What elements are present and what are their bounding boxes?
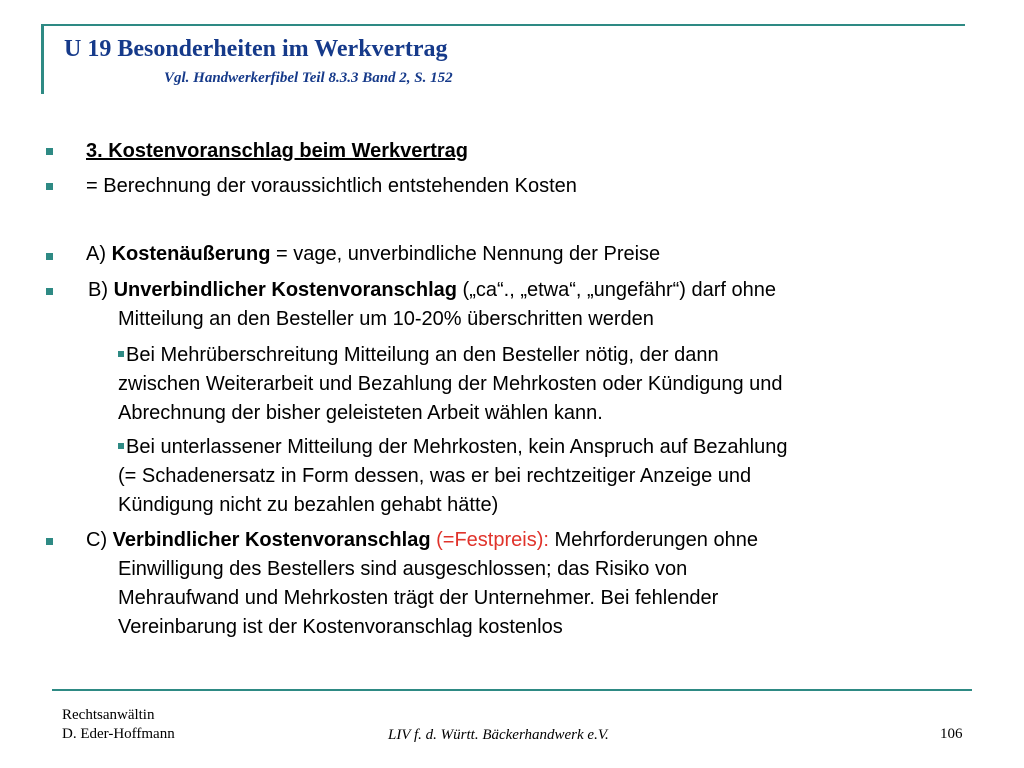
item-c-line4: Vereinbarung ist der Kostenvoranschlag kostenlos [118,616,563,638]
item-c-line1 [86,526,758,555]
bullet-icon [46,538,53,545]
item-c-prefix: C) [86,529,113,551]
sub-item-2-text-1: Bei unterlassener Mitteilung der Mehrkosten, kein Anspruch auf Bezahlung [126,436,788,458]
item-a-term: Kostenäußerung [111,243,271,265]
item-b-prefix: B) [88,279,114,301]
sub-item-2-line2: (= Schadenersatz in Form dessen, was er bei rechtzeitiger Anzeige und [118,465,752,487]
footer-divider [52,689,972,691]
item-a [86,240,660,269]
item-c-line2: Einwilligung des Bestellers sind ausgeschlossen; das Risiko von [118,558,688,580]
item-b-term: Unverbindlicher Kostenvoranschlag [113,279,457,301]
bullet-icon [46,183,53,190]
item-c-text-1: Mehrforderungen ohne [548,529,758,551]
sub-item-1-text-1: Bei Mehrüberschreitung Mitteilung an den Besteller nötig, der dann [126,344,719,366]
sub-item-1-line2: zwischen Weiterarbeit und Bezahlung der Mehrkosten oder Kündigung und [118,373,783,395]
item-c-note: (=Festpreis): [430,529,549,551]
sub-bullet-icon [118,351,124,357]
slide-title: U 19 Besonderheiten im Werkvertrag [64,36,448,62]
item-c-term: Verbindlicher Kostenvoranschlag [112,529,431,551]
item-b-line2: Mitteilung an den Besteller um 10-20% überschritten werden [118,308,654,330]
title-frame-vertical-line [41,24,44,94]
footer-author-title: Rechtsanwältin [62,707,155,723]
item-a-text: = vage, unverbindliche Nennung der Preise [270,243,661,265]
bullet-icon [46,288,53,295]
item-a-prefix: A) [86,243,112,265]
section-heading: 3. Kostenvoranschlag beim Werkvertrag [86,140,468,162]
sub-item-1-line3: Abrechnung der bisher geleisteten Arbeit wählen kann. [118,402,603,424]
page-number: 106 [940,726,963,742]
sub-item-2-line1 [118,433,788,462]
bullet-icon [46,148,53,155]
item-b-text-1: („ca“., „etwa“, „ungefähr“) darf ohne [456,279,776,301]
sub-item-1-line1 [118,341,719,370]
sub-bullet-icon [118,443,124,449]
footer-author-name: D. Eder-Hoffmann [62,726,175,742]
footer-organization: LIV f. d. Württ. Bäckerhandwerk e.V. [388,727,609,743]
sub-item-2-line3: Kündigung nicht zu bezahlen gehabt hätte) [118,494,499,516]
title-frame-horizontal-line [41,24,965,26]
item-b-line1 [88,276,776,305]
bullet-icon [46,253,53,260]
item-c-line3: Mehraufwand und Mehrkosten trägt der Unternehmer. Bei fehlender [118,587,719,609]
slide-subtitle: Vgl. Handwerkerfibel Teil 8.3.3 Band 2, S. 152 [164,70,453,86]
definition-text: = Berechnung der voraussichtlich entstehenden Kosten [86,175,577,197]
